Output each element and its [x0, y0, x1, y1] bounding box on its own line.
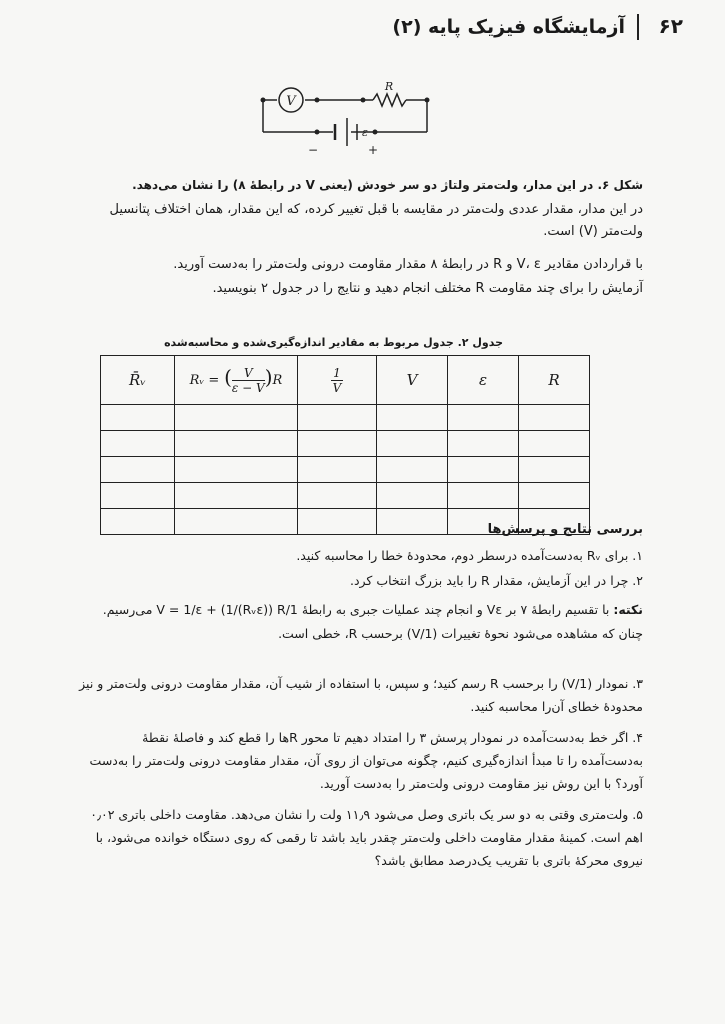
table-row: [101, 483, 590, 509]
paragraph-instruction-2: آزمایش را برای چند مقاومت R مختلف انجام دهید و نتایج را در جدول ۲ بنویسید.: [212, 281, 643, 296]
table-cell: [377, 483, 448, 509]
table-cell: [298, 457, 377, 483]
inverse-v-denominator: V: [332, 380, 342, 395]
col-header-rv-formula: Rᵥ = ( $\frac{V}{\varepsilon - V}$ )R: [175, 356, 298, 405]
emf-label: ε: [362, 126, 368, 139]
table-cell: [101, 405, 175, 431]
table-cell: [519, 457, 590, 483]
note-block: [78, 598, 643, 646]
question-4: ۴. اگر خط به‌دست‌آمده در نمودار پرسش ۳ را امتداد دهیم تا محور Rها را قطع کند و فاصلهٔ نقطهٔ به‌دست‌آمده را تا مبدأ اندازه‌گیری کنیم، چگونه می‌توان از روی آن، مقدار مقاومت درونی ولت‌متر را به‌دست آورد؟ با این روش نیز مقاومت درونی ولت‌متر را به‌دست آورید.: [89, 730, 643, 791]
rv-prefix: Rᵥ =: [189, 373, 220, 389]
table-cell: [448, 457, 519, 483]
table-cell: [101, 457, 175, 483]
table-cell: [448, 483, 519, 509]
col-header-rv-mean: R̄ᵥ: [101, 356, 175, 405]
question-1: ۱. برای Rᵥ به‌دست‌آمده درسطر دوم، محدودهٔ خطا را محاسبه کنید.: [296, 548, 643, 563]
table-cell: [448, 431, 519, 457]
question-3: ۳. نمودار (1/V) را برحسب R رسم کنید؛ و سپس، با استفاده از شیب آن، مقدار مقاومت درونی ولت‌متر و نیز محدودهٔ خطای آن‌را محاسبه کنید.: [79, 676, 643, 714]
table-cell: [519, 431, 590, 457]
table-cell: [377, 431, 448, 457]
table-cell: [175, 457, 298, 483]
rv-denominator: ε − V: [231, 380, 265, 395]
page-title: آزمایشگاه فیزیک پایه (۲): [392, 16, 625, 38]
figure-caption: شکل ۶. در این مدار، ولت‌متر ولتاژ دو سر خودش (یعنی V در رابطهٔ ۸) را نشان می‌دهد.: [132, 178, 643, 192]
col-header-inverse-v: [298, 356, 377, 405]
resistor-label: R: [384, 80, 394, 93]
inverse-v-numerator: 1: [333, 365, 341, 380]
table-caption: جدول ۲. جدول مربوط به مقادیر اندازه‌گیری‌شده و محاسبه‌شده: [164, 336, 503, 349]
paragraph-instruction-1: با قراردادن مقادیر V، ε و R در رابطهٔ ۸ مقدار مقاومت درونی ولت‌متر را به‌دست آورید.: [173, 257, 643, 272]
table-cell: [519, 483, 590, 509]
page-number: ۶۲: [658, 14, 683, 38]
col-header-v: V: [377, 356, 448, 405]
table-cell: [377, 405, 448, 431]
measurement-table: [100, 355, 590, 535]
table-cell: [298, 405, 377, 431]
table-cell: [448, 405, 519, 431]
table-cell: [101, 483, 175, 509]
table-row: [101, 457, 590, 483]
table-cell: [298, 483, 377, 509]
table-row: [101, 405, 590, 431]
col-header-emf: ε: [448, 356, 519, 405]
table-cell: [175, 483, 298, 509]
table-cell: [101, 431, 175, 457]
circuit-diagram: [255, 80, 435, 160]
note-text: با تقسیم رابطهٔ ۷ بر Vε و انجام چند عملیات جبری به رابطهٔ 1/V = 1/ε + (1/(Rᵥε)) R می‌رسیم. چنان که مشاهده می‌شود نحوهٔ تغییرات (1/V) برحسب R، خطی است.: [102, 602, 643, 641]
question-5: ۵. ولت‌متری وقتی به دو سر یک باتری وصل می‌شود ۱۱٫۹ ولت را نشان می‌دهد. مقاومت داخلی باتری ۰٫۰۲ اهم است. کمینهٔ مقدار مقاومت داخلی ولت‌متر چقدر باید باشد تا رقمی که روی دستگاه خوانده می‌شود، با نیروی محرکهٔ باتری با تقریب یک‌درصد مطابق باشد؟: [90, 807, 643, 868]
rv-suffix: R: [272, 373, 283, 389]
question-2: ۲. چرا در این آزمایش، مقدار R را باید بزرگ انتخاب کرد.: [349, 573, 643, 588]
table-cell: [377, 457, 448, 483]
table-header-row: [101, 356, 590, 405]
table-cell: [519, 405, 590, 431]
col-header-r: R: [519, 356, 590, 405]
note-label: نکته:: [613, 602, 643, 617]
table-cell: [175, 405, 298, 431]
header-divider: [637, 14, 639, 40]
plus-sign: +: [367, 143, 379, 157]
table-cell: [298, 431, 377, 457]
results-heading: بررسی نتایج و پرسش‌ها: [487, 522, 643, 537]
paragraph-voltmeter-reading: در این مدار، مقدار عددی ولت‌متر در مقایسه با قبل تغییر کرده، که این مقدار، همان اختلاف پتانسیل ولت‌متر (V) است.: [109, 202, 643, 239]
table-row: [101, 431, 590, 457]
voltmeter-label: V: [286, 94, 296, 109]
table-cell: [175, 431, 298, 457]
minus-sign: −: [307, 143, 319, 157]
rv-numerator: V: [232, 366, 265, 381]
